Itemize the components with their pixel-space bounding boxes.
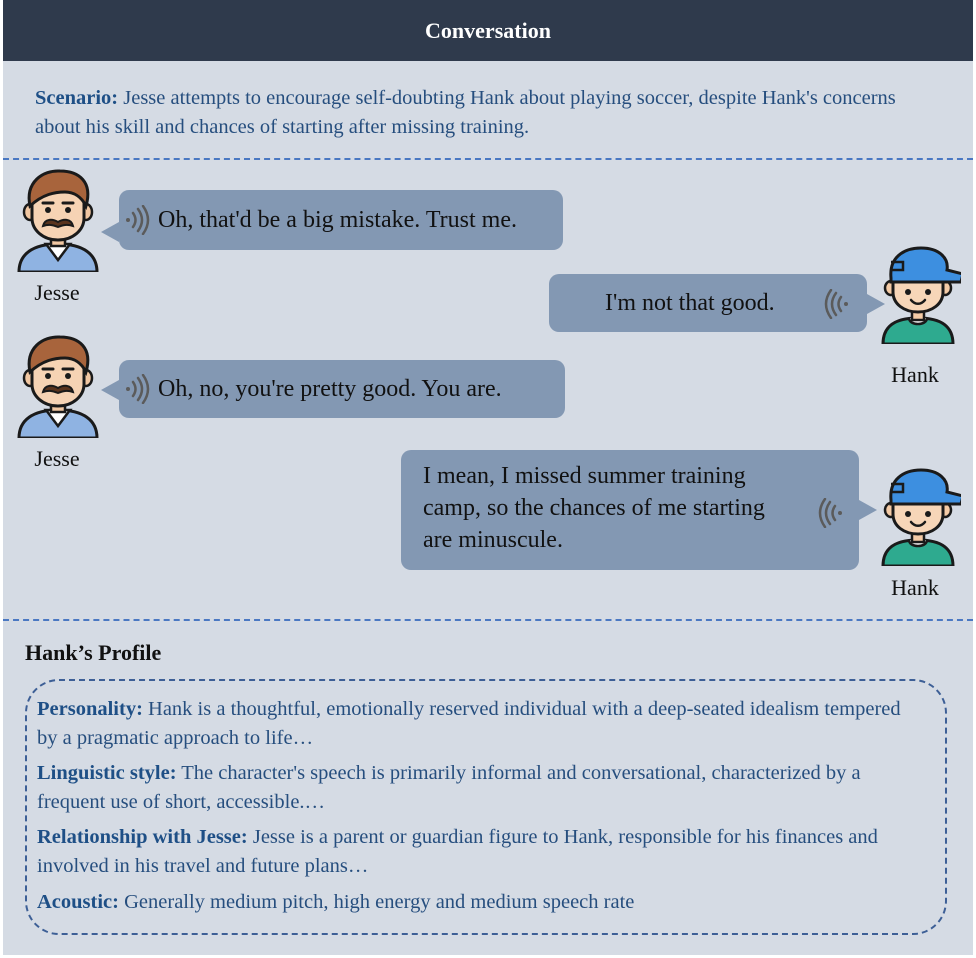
conversation-panel (3, 0, 973, 955)
message-bubble (401, 450, 859, 570)
divider-bottom (3, 619, 973, 621)
profile-item-label: Personality: (37, 698, 143, 720)
voice-wave-icon (817, 498, 843, 528)
speaker-name: Jesse (34, 280, 80, 305)
profile-item-label: Linguistic style: (37, 762, 177, 784)
voice-wave-icon (125, 205, 151, 235)
message-line: are minuscule. (423, 527, 563, 553)
jesse-avatar-icon (15, 168, 101, 272)
voice-wave-icon (823, 289, 849, 319)
message-bubble (549, 274, 867, 332)
scenario-text (35, 84, 935, 142)
jesse-avatar-icon (15, 334, 101, 438)
message-line: I mean, I missed summer training (423, 463, 746, 489)
profile-item-text: Generally medium pitch, high energy and medium speech rate (118, 891, 635, 913)
hank-avatar-icon (875, 240, 961, 344)
profile-item-text: The character's speech is primarily informal and conversational, characterized by a frequent use of short, accessible.… (37, 762, 861, 813)
scenario-body: Jesse attempts to encourage self-doubting Hank about playing soccer, despite Hank's concerns about his skill and chances of starting after missing training. (35, 87, 896, 138)
divider-top (3, 158, 973, 160)
profile-item-text: Jesse is a parent or guardian figure to Hank, responsible for his finances and involved in his travel and future plans… (37, 826, 878, 877)
panel-header (3, 0, 973, 61)
bubble-tail (101, 380, 119, 400)
speaker-name: Jesse (34, 446, 80, 471)
message-text: Oh, no, you're pretty good. You are. (158, 376, 502, 402)
profile-item-acoustic (37, 888, 917, 917)
profile-item-personality (37, 695, 917, 753)
profile-item-text: Hank is a thoughtful, emotionally reserved individual with a deep-seated idealism tempered by a pragmatic approach to life… (37, 698, 901, 749)
message-text (423, 460, 823, 556)
message-text: Oh, that'd be a big mistake. Trust me. (158, 207, 517, 233)
hank-avatar-icon (875, 462, 961, 566)
speaker-name: Hank (891, 362, 939, 387)
profile-item-linguistic-style (37, 759, 917, 817)
bubble-tail (101, 222, 119, 242)
profile-item-relationship (37, 823, 917, 881)
message-text: I'm not that good. (605, 290, 775, 316)
profile-item-label: Relationship with Jesse: (37, 826, 248, 848)
panel-title: Conversation (425, 17, 551, 43)
profile-title: Hank’s Profile (25, 640, 162, 665)
message-bubble (119, 190, 563, 250)
scenario-label: Scenario: (35, 87, 119, 109)
message-bubble (119, 360, 565, 418)
speaker-name: Hank (891, 575, 939, 600)
voice-wave-icon (125, 374, 151, 404)
profile-item-label: Acoustic: (37, 891, 119, 913)
message-line: camp, so the chances of me starting (423, 495, 765, 521)
